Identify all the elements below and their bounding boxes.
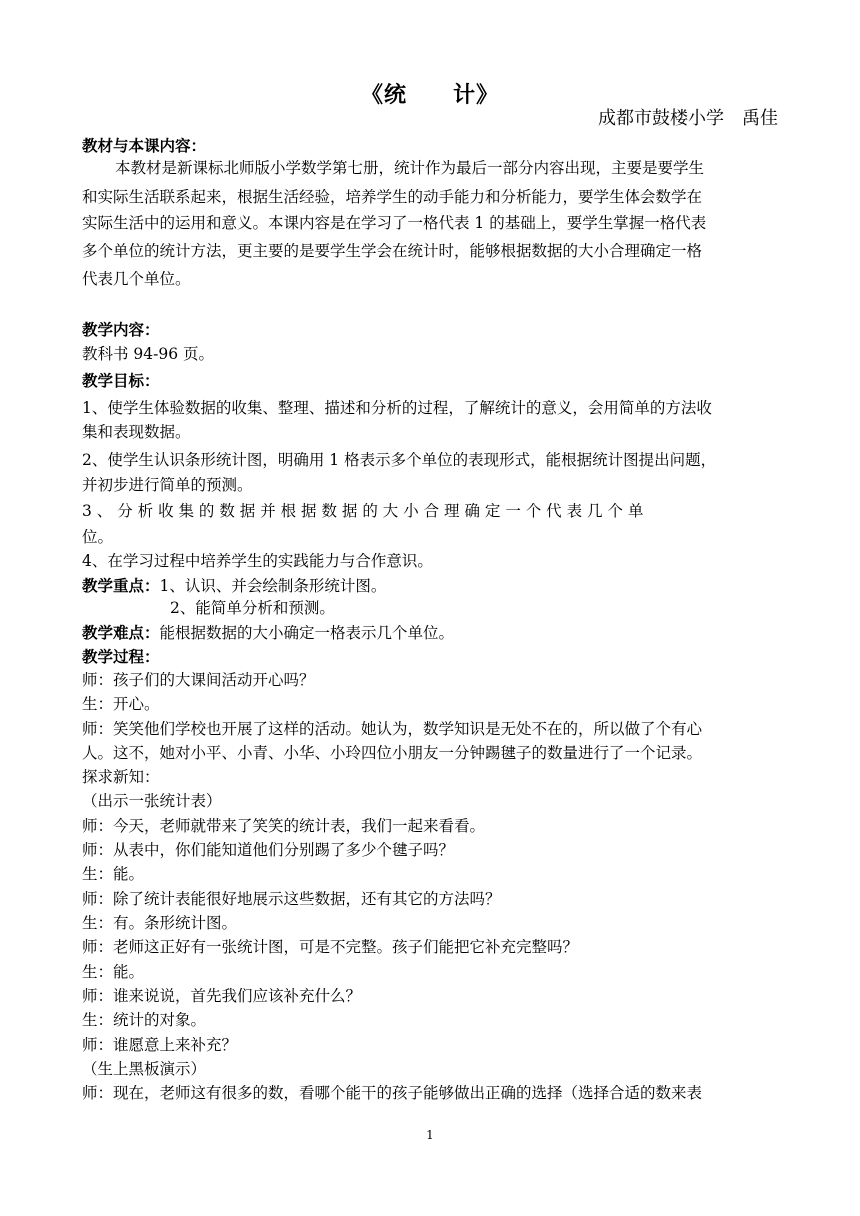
- process-line: 生：有。条形统计图。: [82, 914, 238, 932]
- goals-heading: 教学目标：: [82, 371, 160, 390]
- material-heading: 教材与本课内容：: [82, 136, 207, 155]
- process-line: 生：统计的对象。: [82, 1011, 207, 1029]
- material-line: 实际生活中的运用和意义。本课内容是在学习了一格代表 1 的基础上，要学生掌握一格代表: [82, 214, 707, 232]
- process-line: （生上黑板演示）: [82, 1060, 207, 1078]
- process-line: 生：能。: [82, 963, 145, 981]
- goal-line: 位。: [82, 528, 114, 546]
- material-line: 和实际生活联系起来，根据生活经验，培养学生的动手能力和分析能力，要学生体会数学在: [82, 188, 703, 206]
- process-line: 师：谁来说说，首先我们应该补充什么？: [82, 987, 362, 1005]
- process-heading: 教学过程：: [82, 647, 160, 666]
- process-line: 师：除了统计表能很好地展示这些数据，还有其它的方法吗？: [82, 890, 501, 908]
- goal-line: 并初步进行简单的预测。: [82, 476, 253, 494]
- goal-line: 2、使学生认识条形统计图，明确用 1 格表示多个单位的表现形式，能根据统计图提出问题，: [82, 451, 717, 469]
- content-text: 教科书 94-96 页。: [82, 345, 215, 363]
- key-points-heading: 教学重点：: [82, 576, 160, 595]
- difficulty-text: 能根据数据的大小确定一格表示几个单位。: [159, 624, 455, 642]
- process-line: 生：开心。: [82, 695, 160, 713]
- goal-line: 集和表现数据。: [82, 423, 191, 441]
- key-point-item: 2、能简单分析和预测。: [170, 599, 335, 617]
- document-title: 《统 计》: [360, 82, 499, 108]
- key-points-row: [82, 574, 782, 598]
- material-line: 代表几个单位。: [82, 270, 191, 288]
- difficulty-row: [82, 621, 782, 645]
- process-line: 师：从表中，你们能知道他们分别踢了多少个毽子吗？: [82, 841, 455, 859]
- process-line: 人。这不，她对小平、小青、小华、小玲四位小朋友一分钟踢毽子的数量进行了一个记录。: [82, 744, 703, 762]
- material-line: 本教材是新课标北师版小学数学第七册，统计作为最后一部分内容出现，主要是要学生: [115, 159, 705, 177]
- process-line: 师：谁愿意上来补充？: [82, 1036, 238, 1054]
- process-line: 师：今天，老师就带来了笑笑的统计表，我们一起来看看。: [82, 817, 486, 835]
- process-line: 师：笑笑他们学校也开展了这样的活动。她认为，数学知识是无处不在的，所以做了个有心: [82, 720, 703, 738]
- material-line: 多个单位的统计方法，更主要的是要学生学会在统计时，能够根据数据的大小合理确定一格: [82, 242, 703, 260]
- process-line: 师：老师这正好有一张统计图，可是不完整。孩子们能把它补充完整吗？: [82, 938, 579, 956]
- process-line: 师：孩子们的大课间活动开心吗？: [82, 671, 315, 689]
- key-point-item: 1、认识、并会绘制条形统计图。: [159, 577, 387, 595]
- goal-line: 4、在学习过程中培养学生的实践能力与合作意识。: [82, 552, 433, 570]
- goal-line: 1、使学生体验数据的收集、整理、描述和分析的过程，了解统计的意义，会用简单的方法收: [82, 399, 712, 417]
- process-line: 探求新知：: [82, 768, 160, 786]
- process-line: （出示一张统计表）: [82, 792, 222, 810]
- page-number: 1: [426, 1128, 434, 1142]
- content-heading: 教学内容：: [82, 320, 160, 339]
- process-line: 生：能。: [82, 865, 145, 883]
- goal-line: 3 、 分 析 收 集 的 数 据 并 根 据 数 据 的 大 小 合 理 确 定 一 个 代 表 几 个 单: [82, 502, 644, 520]
- process-line: 师：现在，老师这有很多的数，看哪个能干的孩子能够做出正确的选择（选择合适的数来表: [82, 1084, 703, 1102]
- author-line: 成都市鼓楼小学 禹佳: [598, 108, 778, 129]
- difficulty-heading: 教学难点：: [82, 623, 160, 642]
